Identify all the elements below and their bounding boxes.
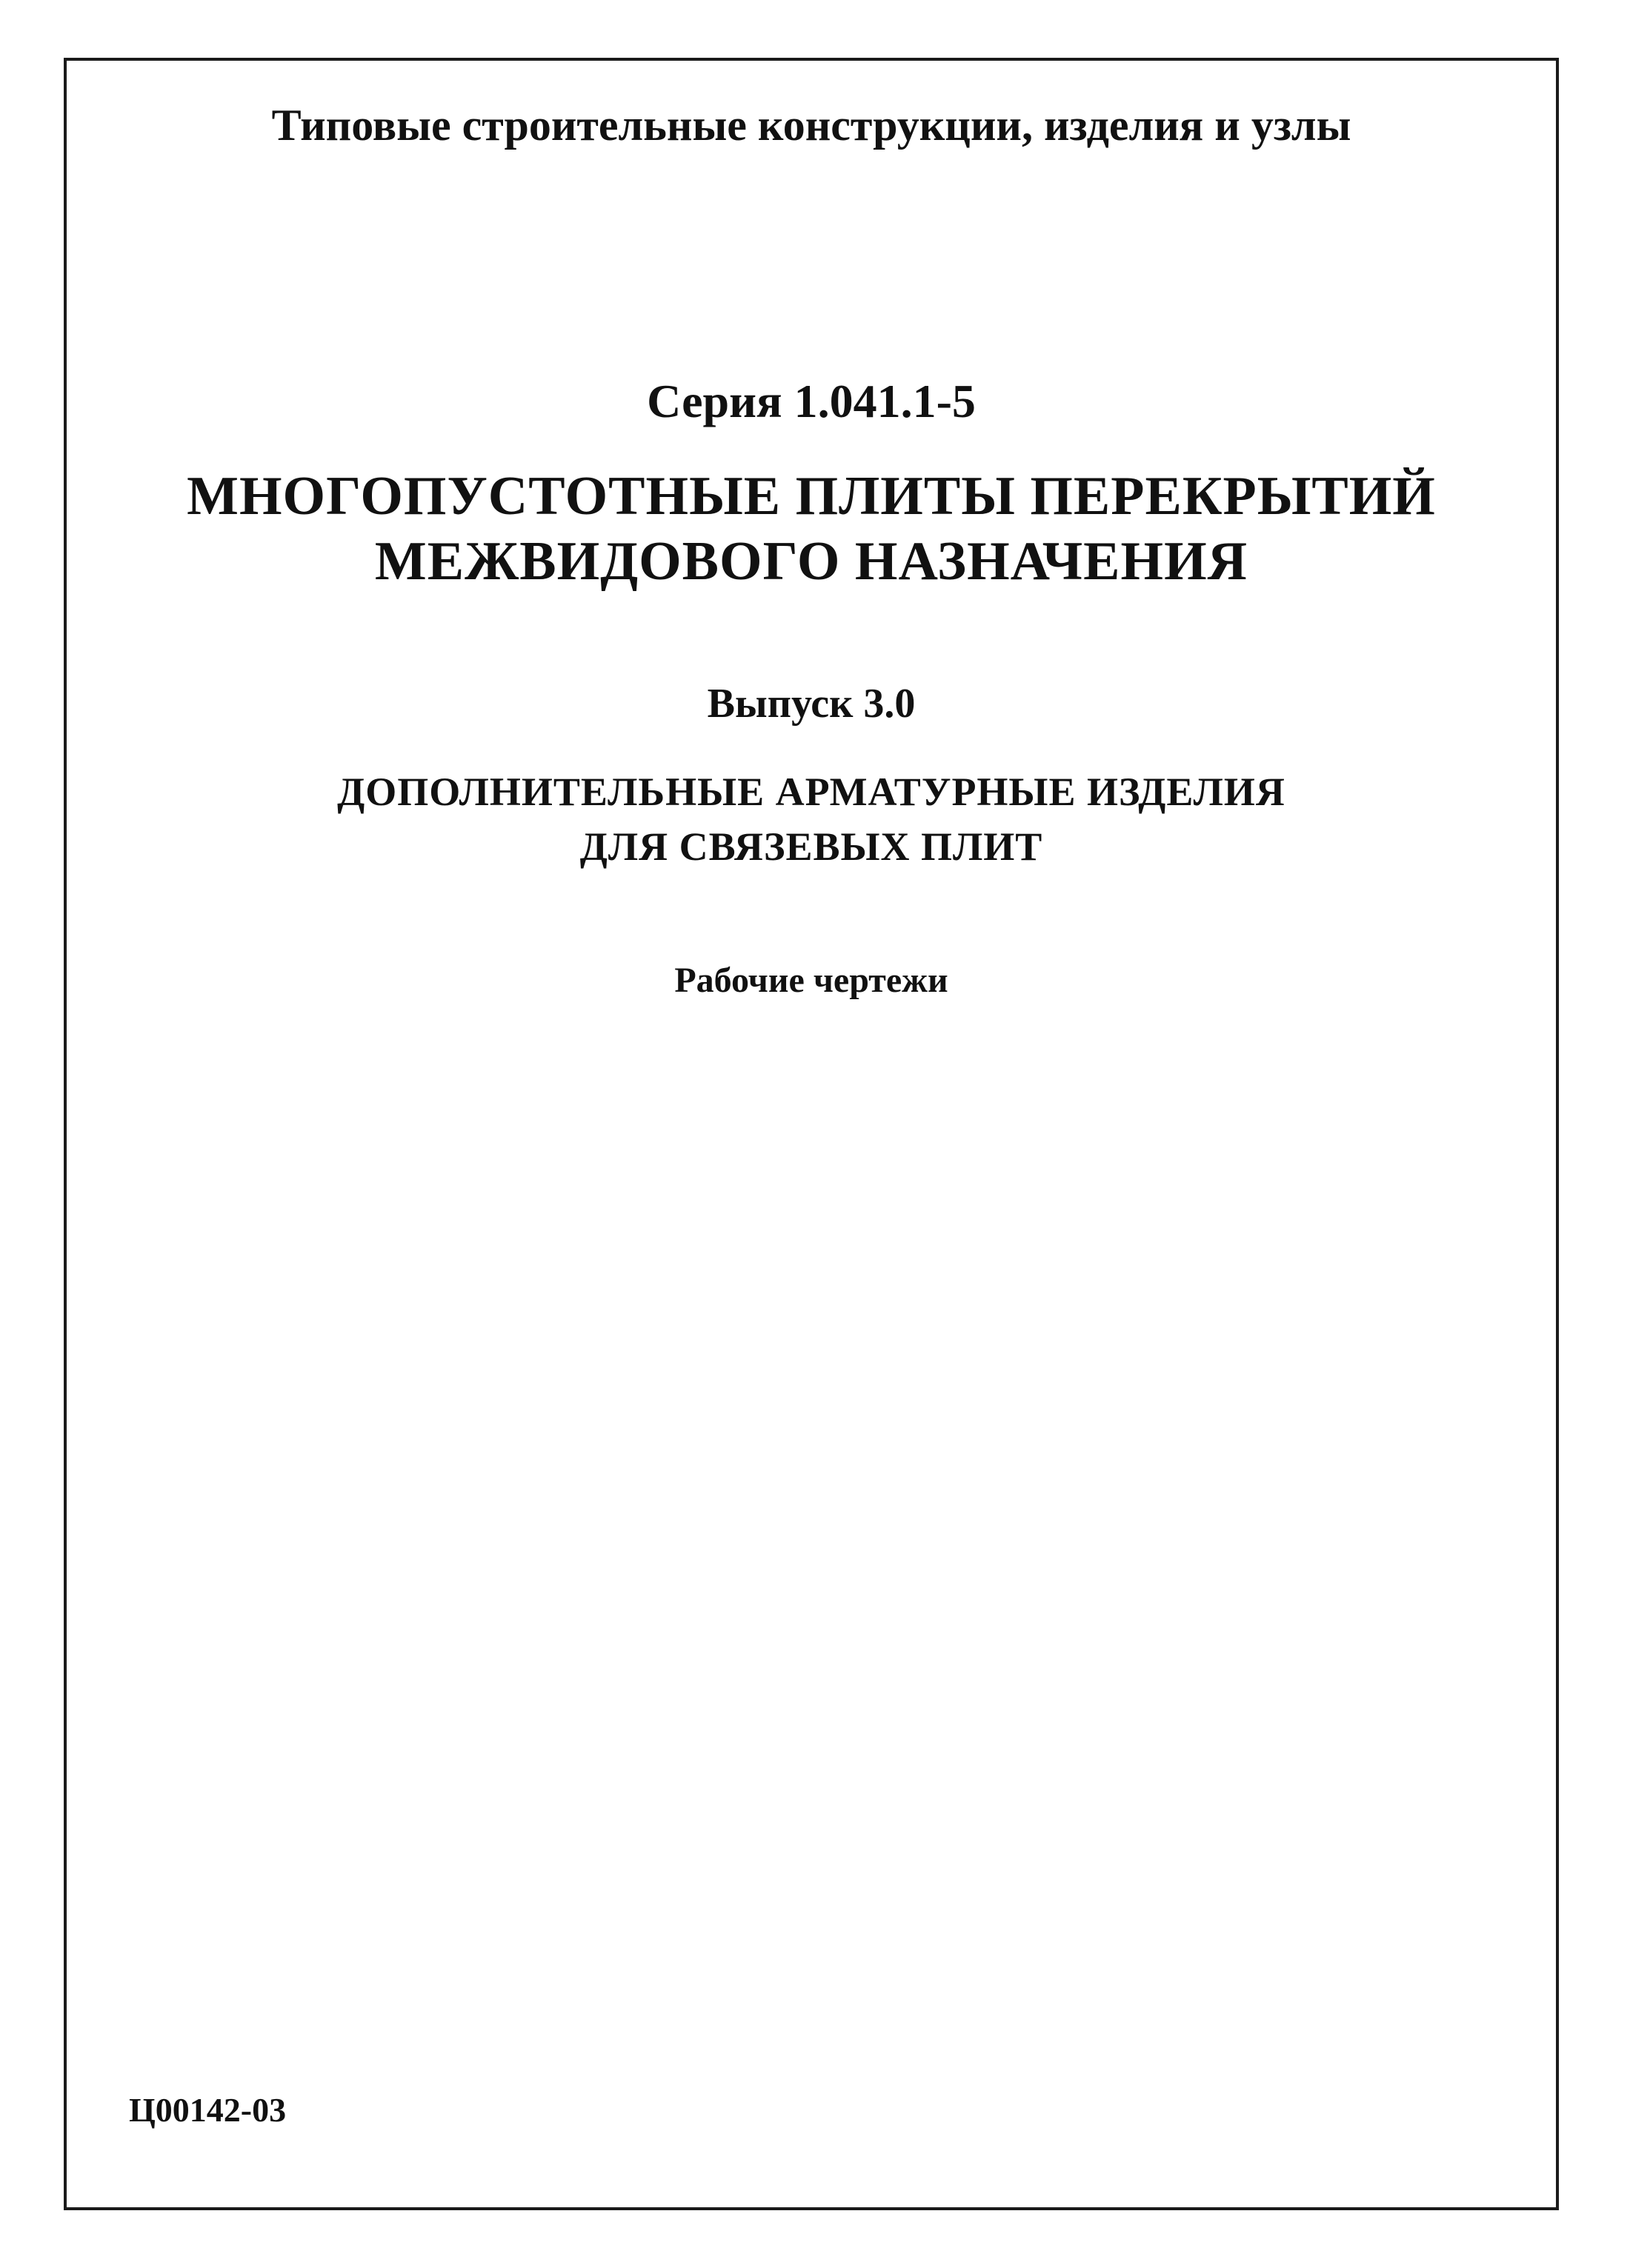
document-type-label: Рабочие чертежи (674, 961, 948, 1000)
sub-title-line-2: ДЛЯ СВЯЗЕВЫХ ПЛИТ (579, 824, 1043, 869)
series-label: Серия 1.041.1-5 (647, 375, 976, 427)
sub-title-line-1: ДОПОЛНИТЕЛЬНЫЕ АРМАТУРНЫЕ ИЗДЕЛИЯ (337, 770, 1285, 814)
document-code: Ц00142-03 (129, 2091, 287, 2129)
issue-label: Выпуск 3.0 (707, 681, 916, 727)
main-title-line-2: МЕЖВИДОВОГО НАЗНАЧЕНИЯ (374, 531, 1248, 592)
header-title: Типовые строительные конструкции, изделия и узлы (271, 101, 1351, 150)
main-title-line-1: МНОГОПУСТОТНЫЕ ПЛИТЫ ПЕРЕКРЫТИЙ (187, 466, 1436, 527)
